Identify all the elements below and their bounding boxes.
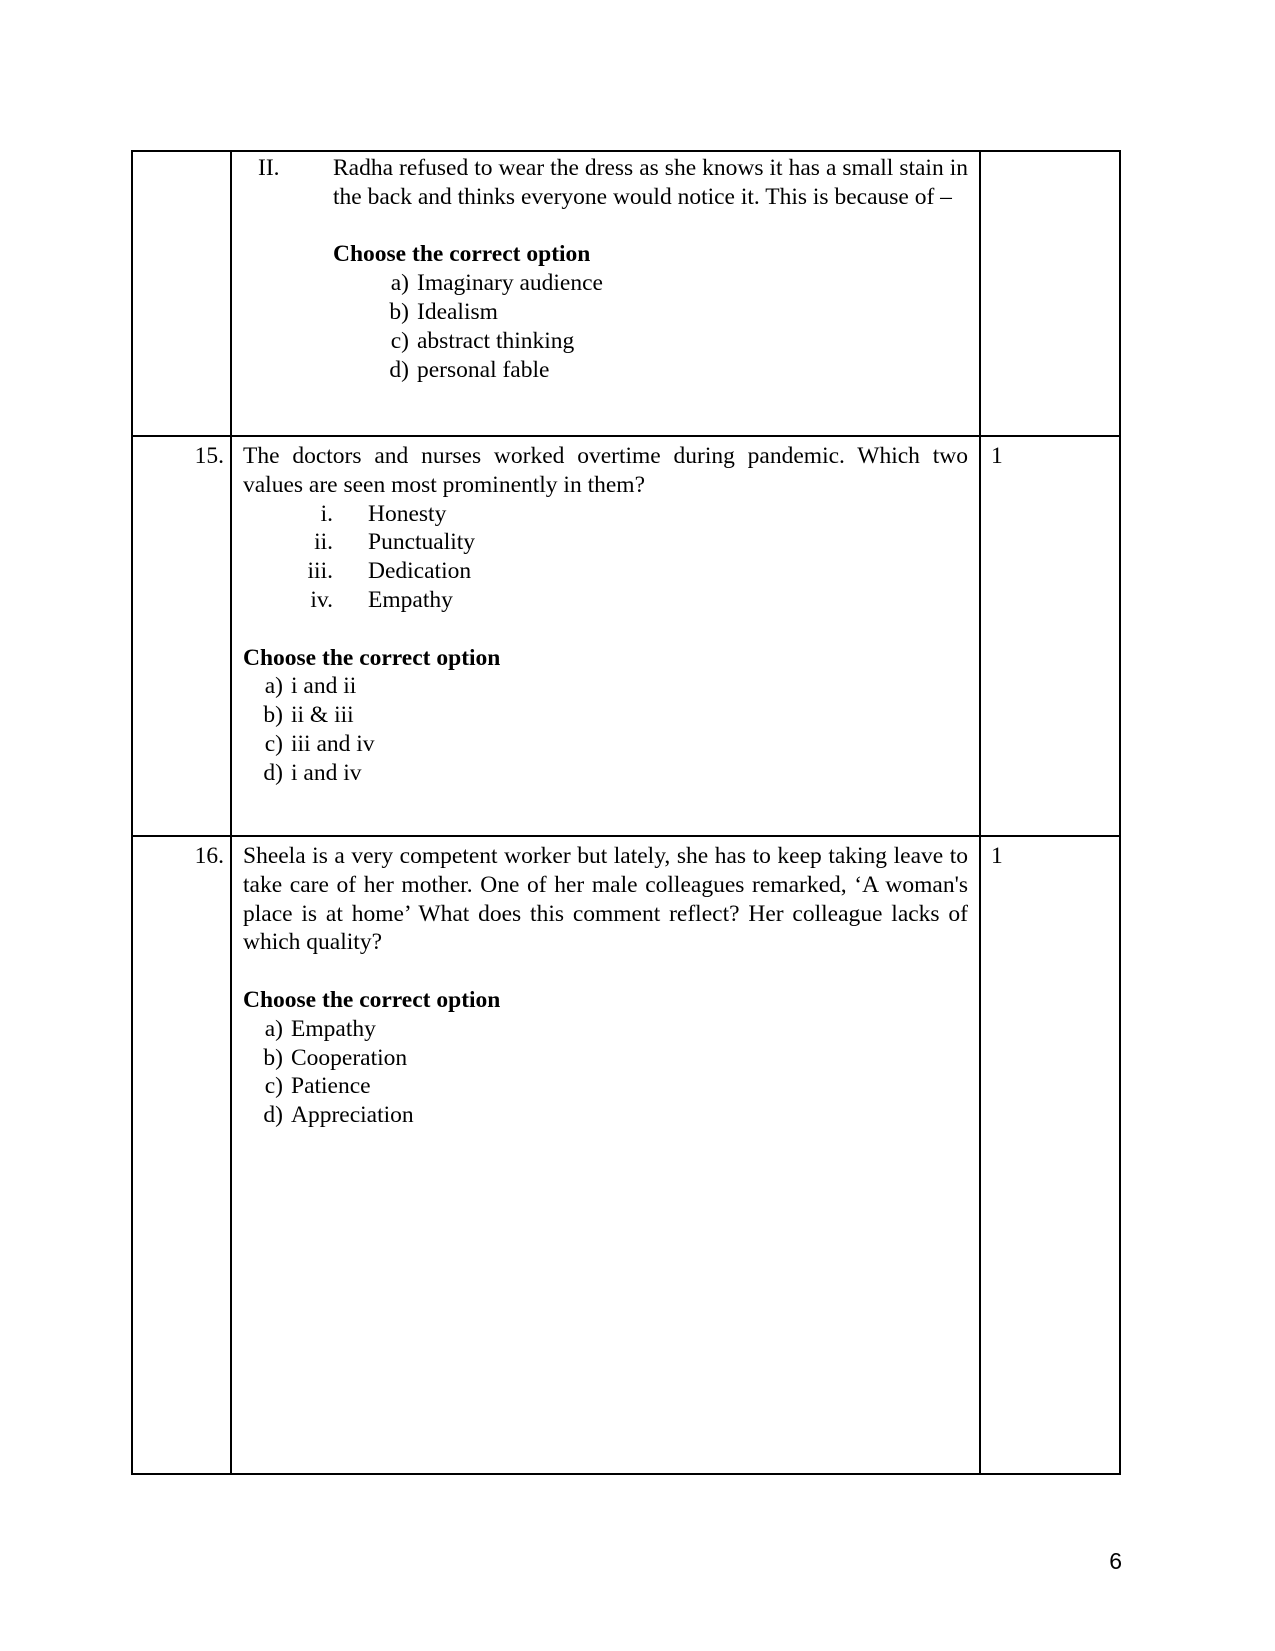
option-item: b) ii & iii: [263, 702, 354, 729]
option-list: [243, 672, 968, 787]
option-item: c) iii and iv: [264, 730, 375, 757]
question-cell: [231, 836, 980, 1474]
option-item: c) Patience: [264, 1073, 371, 1100]
list-item: iv. Empathy: [310, 586, 453, 613]
list-item: ii. Punctuality: [314, 529, 476, 556]
marks: 1: [980, 436, 1120, 836]
option-item: b) Cooperation: [263, 1044, 408, 1071]
list-item: iii. Dedication: [307, 558, 472, 585]
option-prompt: Choose the correct option: [243, 644, 501, 671]
sub-question: [243, 152, 968, 384]
option-item: c) abstract thinking: [390, 327, 575, 354]
option-item: d) Appreciation: [263, 1102, 414, 1129]
value-list: [243, 500, 968, 615]
question-text: The doctors and nurses worked overtime during pandemic. Which two values are seen most prominently in them?: [243, 443, 968, 498]
question-number: 16.: [132, 836, 231, 1474]
question-cell: [231, 436, 980, 836]
option-prompt: Choose the correct option: [333, 241, 591, 268]
question-number-cell: [132, 151, 231, 436]
option-list: [333, 269, 968, 384]
option-item: a) i and ii: [264, 673, 357, 700]
list-item: i. Honesty: [320, 500, 447, 527]
option-prompt: Choose the correct option: [243, 986, 501, 1013]
option-item: d) i and iv: [263, 759, 362, 786]
table-row: [132, 836, 1120, 1474]
page-number: 6: [1109, 1548, 1122, 1574]
sub-question-text: Radha refused to wear the dress as she knows it has a small stain in the back and thinks everyone would notice it. This is because of –: [333, 155, 968, 210]
table-row: [132, 436, 1120, 836]
option-list: [243, 1015, 968, 1130]
option-item: b) Idealism: [389, 298, 498, 325]
table-row: [132, 151, 1120, 436]
marks-cell: [980, 151, 1120, 436]
question-number: 15.: [132, 436, 231, 836]
option-item: a) Imaginary audience: [390, 270, 603, 297]
option-item: d) personal fable: [389, 356, 550, 383]
option-item: a) Empathy: [264, 1015, 376, 1042]
question-cell: [231, 151, 980, 436]
question-text: Sheela is a very competent worker but lately, she has to keep taking leave to take care of her mother. One of her male colleagues remarked, ‘A woman's place is at home’ What does this comment reflect? Her colleague lacks of which quality?: [243, 843, 968, 956]
sub-question-label: II.: [258, 155, 280, 181]
marks: 1: [980, 836, 1120, 1474]
question-table: [131, 150, 1121, 1475]
